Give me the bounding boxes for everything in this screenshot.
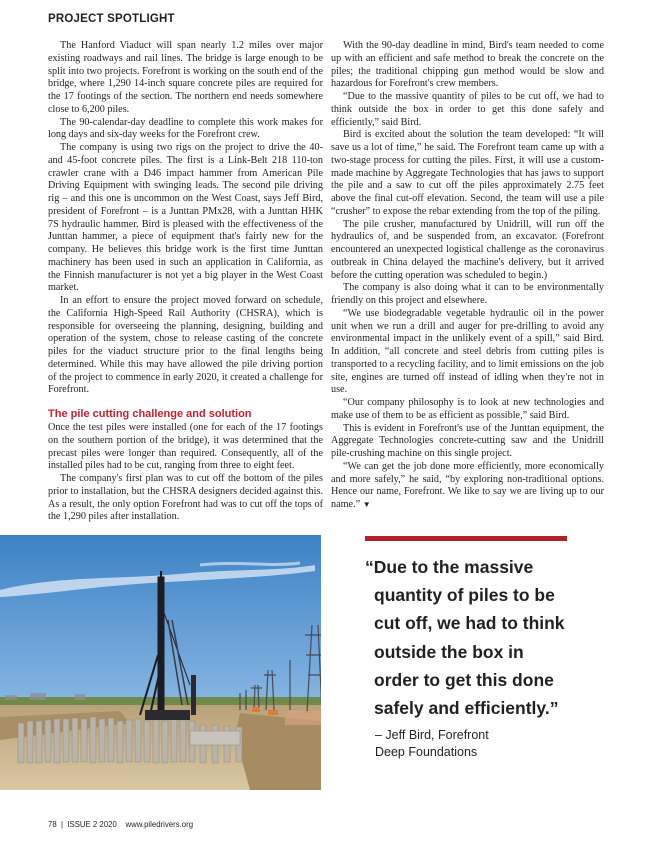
paragraph bbox=[331, 461, 604, 512]
paragraph: In an effort to ensure the project moved forward on schedule, the California High-Speed Rail Authority (CHSRA), which is responsible for overseeing the planning, designing, building and operation of the system, chose to release casting of the concrete piles for the viaduct structure prior to the final lengths being determined. While this may have allowed the pile driving portion of the project to commence in early 2020, it created a challenge for Forefront. bbox=[48, 295, 323, 396]
construction-site-photo bbox=[0, 535, 321, 790]
paragraph: This is evident in Forefront's use of the Junttan equipment, the Aggregate Technologies concrete-cutting saw and the Unidrill pile-crushing machine on this single project. bbox=[331, 422, 604, 459]
page-footer: 78 | ISSUE 2 2020 www.piledrivers.org bbox=[48, 820, 194, 829]
paragraph: The company is using two rigs on the project to drive the 40- and 45-foot concrete piles. The first is a Link-Belt 218 110-ton crawler crane with a D46 impact hammer from American Pile Driving Equipment with swinging leads. The second pile driving rig – and this one is uncommon on the West Coast, says Jeff Bird, president of Forefront – is a Junttan PMx28, with a Junttan HHK 7S hydraulic hammer. Bird is pleased with the effectiveness of the Junttan hammer, a piece of equipment that's fairly new for the company. He believes this bridge work is the first time Junttan machinery has been used in such an application in California, as the Finnish manufacturer is not yet a big player in the West Coast market. bbox=[48, 142, 323, 294]
pullquote-line: “Due to the massive bbox=[365, 557, 534, 577]
paragraph: The Hanford Viaduct will span nearly 1.2 miles over major existing roadways and rail lines. The bridge is large enough to be split into two projects. Forefront is working on the south end of the bridge, where 1,290 14-inch square concrete piles are required for the 17 footings of the section. The northern end needs somewhere close to 6,200 piles. bbox=[48, 40, 323, 115]
pullquote-line: safely and efficiently.” bbox=[374, 698, 559, 719]
pullquote bbox=[365, 553, 605, 722]
paragraph: The company is also doing what it can to be environmentally friendly on this project and elsewhere. bbox=[331, 282, 604, 306]
section-label: PROJECT SPOTLIGHT bbox=[48, 13, 175, 25]
pullquote-line: cut off, we had to think bbox=[374, 613, 565, 634]
paragraph-text: “We can get the job done more efficiently, more economically and more safely,” he said, “by exploring non-traditional options. Hence our name, Forefront. We like to say we are living up to our name.” bbox=[331, 460, 604, 510]
paragraph: Once the test piles were installed (one for each of the 17 footings on the southern portion of the bridge), it was determined that the precast piles were longer than required. Consequently, all of the installed piles had to be cut, ranging from three to eight feet. bbox=[48, 422, 323, 472]
article-right-column bbox=[331, 40, 604, 512]
end-mark-triangle-icon: ▼ bbox=[362, 500, 371, 509]
paragraph: “Due to the massive quantity of piles to be cut off, we had to think outside the box in order to get this done safely and efficiently,” said Bird. bbox=[331, 91, 604, 128]
attribution-name: – Jeff Bird, Forefront bbox=[375, 728, 489, 742]
pullquote-line: outside the box in bbox=[374, 641, 524, 662]
paragraph: The company's first plan was to cut off the bottom of the piles prior to installation, but the CHSRA designers decided against this. As a result, the only option Forefront had was to cut off the tops of the 1,290 piles after installation. bbox=[48, 473, 323, 523]
pullquote-attribution bbox=[375, 727, 489, 760]
subheading: The pile cutting challenge and solution bbox=[48, 408, 252, 420]
pullquote-line: quantity of piles to be bbox=[374, 585, 555, 606]
pile-driving-rig-image bbox=[0, 535, 321, 790]
attribution-company: Deep Foundations bbox=[375, 744, 478, 759]
paragraph: “We use biodegradable vegetable hydraulic oil in the power unit when we run a drill and auger for pre-drilling to avoid any environmental impact in the unlikely event of a spill,” said Bird. In addition, “all concrete and steel debris from cutting piles is transported to a recycling facility, and to limit emissions on the job site, engines are turned off instead of idling when they're not in use. bbox=[331, 307, 604, 396]
paragraph: Bird is excited about the solution the team developed: “It will save us a lot of time,” he said. The Forefront team came up with a two-stage process for cutting the piles. First, it will use a custom-made machine by Aggregate Technologies that has jaws to support the pile and a saw to cut off the piles approximately 2.75 feet above the final cut-off elevation. Second, the team will use a pile “crusher” to expose the rebar extending from the top of the piling. bbox=[331, 129, 604, 217]
paragraph: The pile crusher, manufactured by Unidrill, will run off the hydraulics of, and be suspended from, an excavator. (Forefront encountered an unexpected logistical challenge as the coronavirus outbreak in China delayed the machine's delivery, but it arrived before the cutting operation was scheduled to begin.) bbox=[331, 218, 604, 281]
paragraph: “Our company philosophy is to look at new technologies and make use of them to be as efficient as possible,” said Bird. bbox=[331, 397, 604, 421]
pullquote-line: order to get this done bbox=[374, 669, 554, 690]
article-left-column bbox=[48, 40, 323, 524]
pullquote-rule bbox=[365, 536, 567, 541]
paragraph: With the 90-day deadline in mind, Bird's team needed to come up with an efficient and safe method to break the concrete on the piles; the traditional chipping gun method would be slow and hazardous for Forefront's crew members. bbox=[331, 40, 604, 90]
paragraph: The 90-calendar-day deadline to complete this work makes for long days and six-day weeks for the Forefront crew. bbox=[48, 116, 323, 141]
